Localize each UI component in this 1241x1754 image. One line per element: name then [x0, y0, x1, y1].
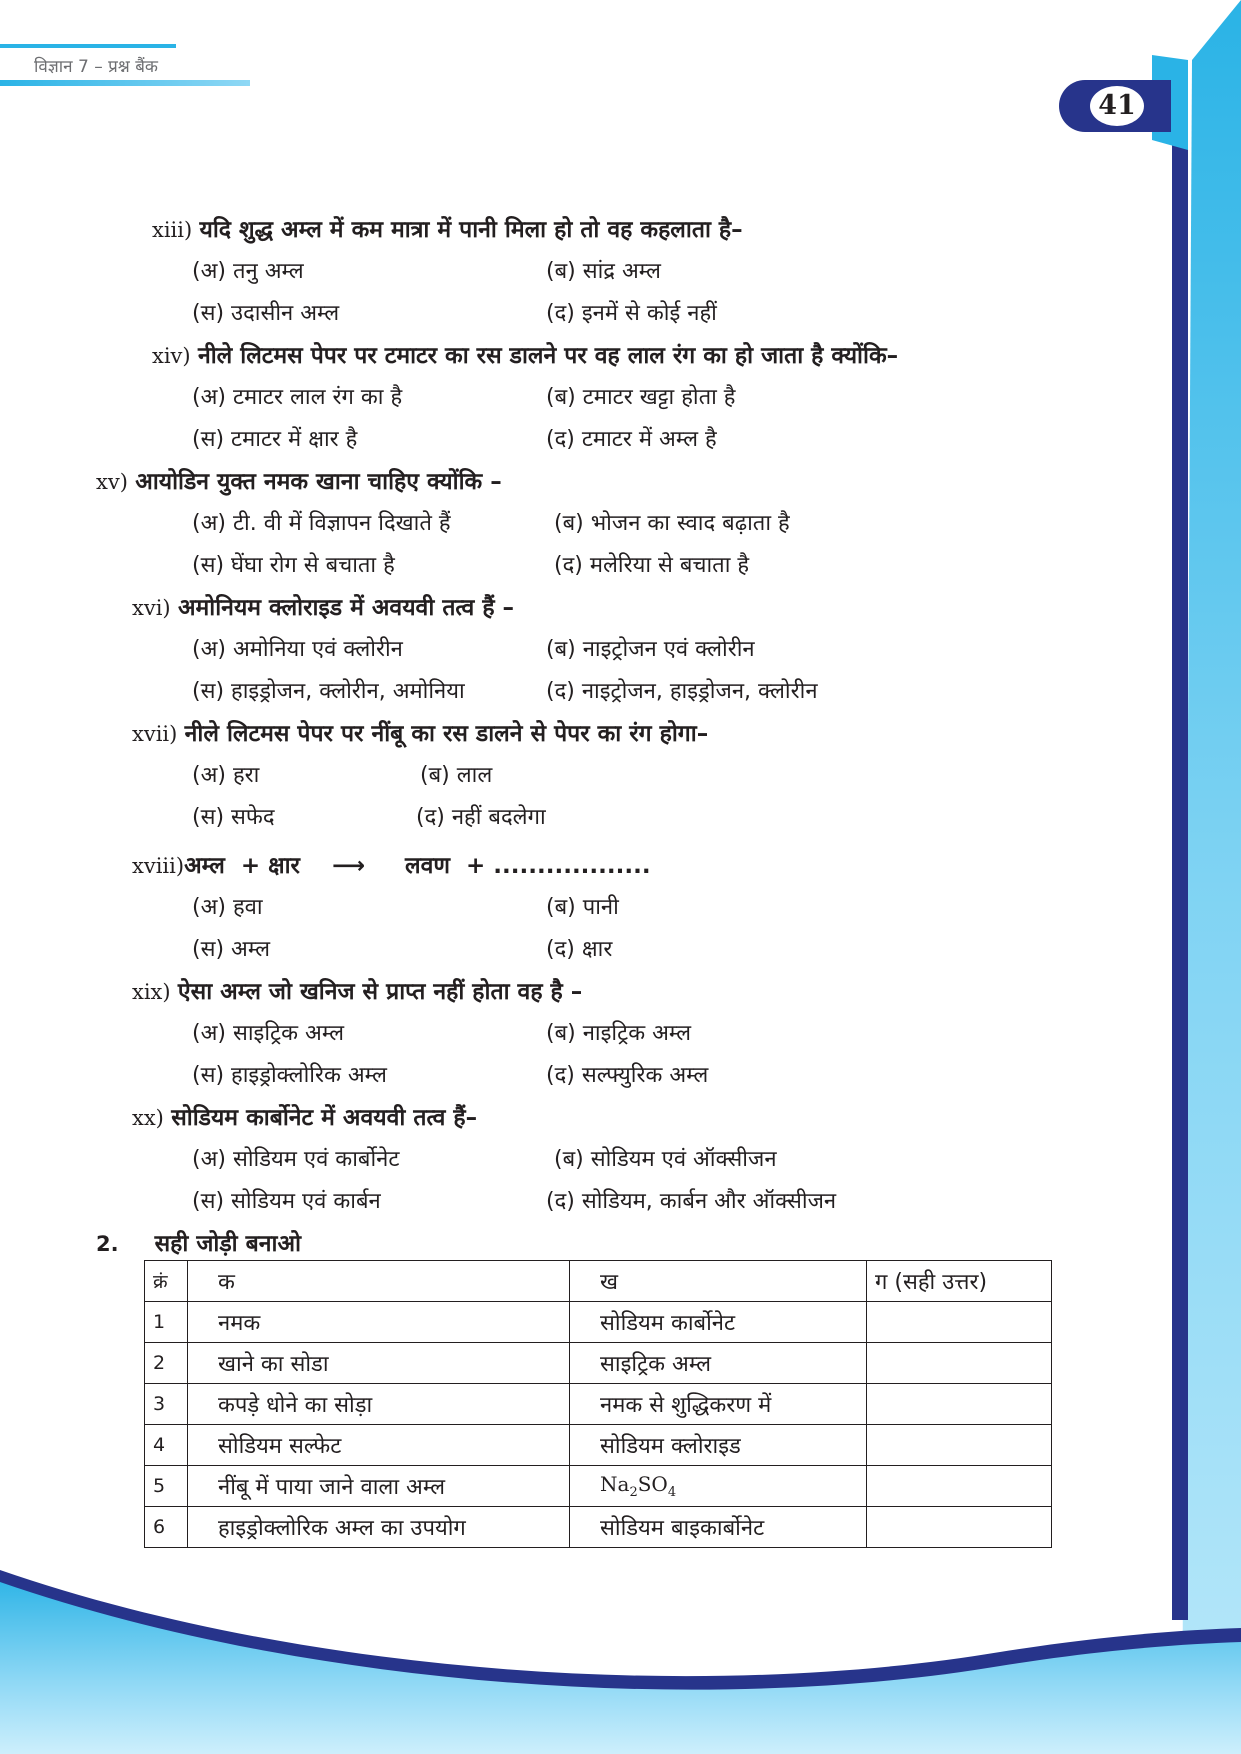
header-answer: ग (सही उत्तर): [867, 1261, 1052, 1302]
option-b: (ब) नाइट्रिक अम्ल: [546, 1021, 692, 1046]
question-xiii: [152, 212, 743, 244]
question-number: xiii): [152, 218, 193, 242]
question-xvi: [132, 590, 514, 622]
question-xx: [132, 1100, 477, 1132]
column-b-cell: सोडियम क्लोराइड: [570, 1425, 867, 1466]
question-xviii: [132, 848, 651, 880]
answer-cell[interactable]: [867, 1302, 1052, 1343]
question-number: xv): [96, 470, 128, 494]
column-b-cell: सोडियम कार्बोनेट: [570, 1302, 867, 1343]
question-number: xvi): [132, 596, 171, 620]
option-c: (स) सफेद: [192, 805, 275, 830]
option-d: (द) टमाटर में अम्ल है: [546, 427, 717, 452]
section-title: सही जोड़ी बनाओ: [154, 1231, 301, 1257]
answer-cell[interactable]: [867, 1384, 1052, 1425]
option-a: (अ) अमोनिया एवं क्लोरीन: [192, 637, 403, 662]
column-a-cell: नमक: [188, 1302, 570, 1343]
option-d: (द) इनमें से कोई नहीं: [546, 301, 717, 326]
option-a: (अ) टमाटर लाल रंग का है: [192, 385, 403, 410]
footer-wave-decoration: [0, 1540, 1241, 1754]
question-number: xx): [132, 1106, 164, 1130]
header-column-a: क: [188, 1261, 570, 1302]
table-row: [145, 1384, 1052, 1425]
formula-subscript: 2: [629, 1485, 638, 1500]
header-accent-top: [0, 44, 176, 48]
option-a: (अ) टी. वी में विज्ञापन दिखाते हैं: [192, 511, 451, 536]
question-text: नीले लिटमस पेपर पर नींबू का रस डालने से पेपर का रंग होगा–: [184, 721, 709, 747]
question-number: xvii): [132, 722, 178, 746]
section-number: 2.: [96, 1232, 119, 1256]
table-row: [145, 1466, 1052, 1507]
table-row: [145, 1425, 1052, 1466]
column-b-cell: सोडियम बाइकार्बोनेट: [570, 1507, 867, 1548]
option-b: (ब) भोजन का स्वाद बढ़ाता है: [554, 511, 790, 536]
book-title: विज्ञान 7 – प्रश्न बैंक: [34, 57, 158, 77]
question-xix: [132, 974, 582, 1006]
option-a: (अ) हवा: [192, 895, 263, 920]
formula-part: Na: [600, 1472, 630, 1496]
table-row: [145, 1302, 1052, 1343]
row-number: 2: [145, 1343, 188, 1384]
formula-subscript: 4: [667, 1485, 677, 1500]
option-d: (द) क्षार: [546, 937, 613, 962]
question-text: ऐसा अम्ल जो खनिज से प्राप्त नहीं होता वह है –: [177, 979, 583, 1005]
side-band-decoration: [1152, 0, 1241, 1754]
column-b-cell: साइट्रिक अम्ल: [570, 1343, 867, 1384]
question-text: सोडियम कार्बोनेट में अवयवी तत्व हैं–: [171, 1105, 478, 1131]
equation-text: अम्ल + क्षार ⟶ लवण + ..................: [184, 853, 651, 879]
option-d: (द) सोडियम, कार्बन और ऑक्सीजन: [546, 1189, 837, 1214]
question-text: यदि शुद्ध अम्ल में कम मात्रा में पानी मिला हो तो वह कहलाता है–: [199, 217, 743, 243]
header-accent-bottom: [0, 80, 250, 86]
row-number: 6: [145, 1507, 188, 1548]
option-a: (अ) तनु अम्ल: [192, 259, 304, 284]
question-number: xiv): [152, 344, 191, 368]
option-d: (द) सल्फ्युरिक अम्ल: [546, 1063, 709, 1088]
row-number: 1: [145, 1302, 188, 1343]
option-c: (स) हाइड्रोक्लोरिक अम्ल: [192, 1063, 387, 1088]
answer-cell[interactable]: [867, 1425, 1052, 1466]
option-a: (अ) सोडियम एवं कार्बोनेट: [192, 1147, 400, 1172]
column-b-cell: [570, 1466, 867, 1507]
column-a-cell: नींबू में पाया जाने वाला अम्ल: [188, 1466, 570, 1507]
column-a-cell: कपड़े धोने का सोड़ा: [188, 1384, 570, 1425]
table-header-row: [145, 1261, 1052, 1302]
header-column-b: ख: [570, 1261, 867, 1302]
question-number: xviii): [132, 854, 185, 878]
option-c: (स) उदासीन अम्ल: [192, 301, 340, 326]
option-b: (ब) नाइट्रोजन एवं क्लोरीन: [546, 637, 755, 662]
row-number: 5: [145, 1466, 188, 1507]
question-text: आयोडिन युक्त नमक खाना चाहिए क्योंकि –: [135, 469, 502, 495]
row-number: 4: [145, 1425, 188, 1466]
option-a: (अ) साइट्रिक अम्ल: [192, 1021, 344, 1046]
option-b: (ब) लाल: [420, 763, 493, 788]
answer-cell[interactable]: [867, 1343, 1052, 1384]
formula-part: SO: [637, 1472, 668, 1496]
option-c: (स) सोडियम एवं कार्बन: [192, 1189, 381, 1214]
page-number: 41: [1090, 86, 1144, 126]
option-c: (स) घेंघा रोग से बचाता है: [192, 553, 395, 578]
question-text: अमोनियम क्लोराइड में अवयवी तत्व हैं –: [177, 595, 515, 621]
question-number: xix): [132, 980, 171, 1004]
option-d: (द) नहीं बदलेगा: [416, 805, 546, 830]
column-a-cell: खाने का सोडा: [188, 1343, 570, 1384]
option-b: (ब) सांद्र अम्ल: [546, 259, 661, 284]
column-a-cell: सोडियम सल्फेट: [188, 1425, 570, 1466]
option-b: (ब) पानी: [546, 895, 619, 920]
column-a-cell: हाइड्रोक्लोरिक अम्ल का उपयोग: [188, 1507, 570, 1548]
question-xvii: [132, 716, 708, 748]
option-c: (स) हाइड्रोजन, क्लोरीन, अमोनिया: [192, 679, 465, 704]
option-b: (ब) टमाटर खट्टा होता है: [546, 385, 736, 410]
option-a: (अ) हरा: [192, 763, 260, 788]
header-serial: क्रं: [145, 1261, 188, 1302]
row-number: 3: [145, 1384, 188, 1425]
section-2-heading: [96, 1226, 301, 1258]
option-d: (द) नाइट्रोजन, हाइड्रोजन, क्लोरीन: [546, 679, 818, 704]
answer-cell[interactable]: [867, 1466, 1052, 1507]
column-b-cell: नमक से शुद्धिकरण में: [570, 1384, 867, 1425]
option-b: (ब) सोडियम एवं ऑक्सीजन: [554, 1147, 777, 1172]
option-d: (द) मलेरिया से बचाता है: [554, 553, 750, 578]
option-c: (स) अम्ल: [192, 937, 271, 962]
match-table: [144, 1260, 1052, 1548]
table-row: [145, 1343, 1052, 1384]
question-text: नीले लिटमस पेपर पर टमाटर का रस डालने पर वह लाल रंग का हो जाता है क्योंकि–: [197, 343, 899, 369]
question-xiv: [152, 338, 898, 370]
question-xv: [96, 464, 502, 496]
chemical-formula: [600, 1472, 677, 1500]
option-c: (स) टमाटर में क्षार है: [192, 427, 358, 452]
